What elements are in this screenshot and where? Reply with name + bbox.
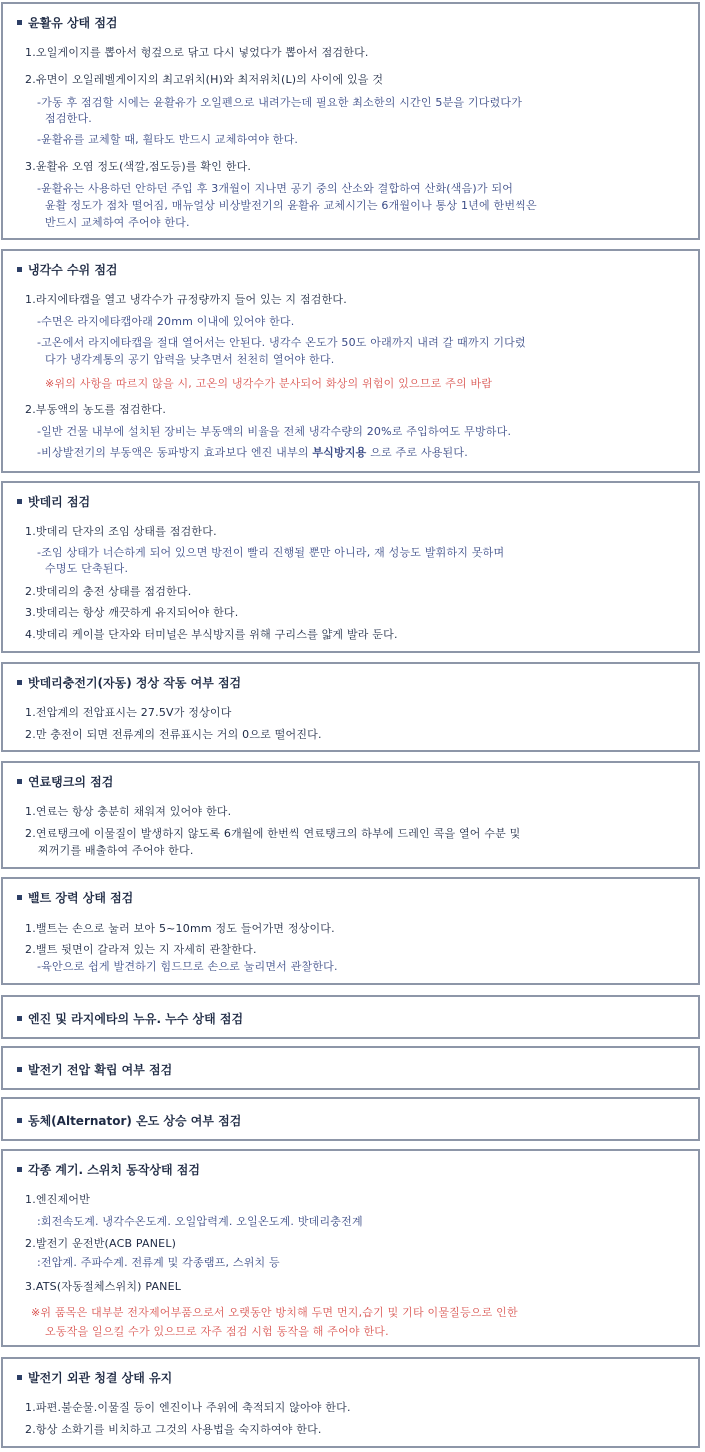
sub-item-line: -비상발전기의 부동액은 동파방지 효과보다 엔진 내부의 부식방지용 으로 주로 사용된다. [37, 446, 468, 459]
section-title: 냉각수 수위 점검 [17, 261, 118, 278]
sub-item-line: 수명도 단축된다. [45, 562, 129, 575]
section-title: 발전기 전압 확립 여부 점검 [17, 1061, 172, 1078]
sub-item-line: -가동 후 점검할 시에는 윤활유가 오일펜으로 내려가는데 필요한 최소한의 시간인 5분을 기다렸다가 [37, 96, 523, 109]
square-bullet-icon [17, 1118, 22, 1123]
section-title: 밸트 장력 상태 점검 [17, 889, 133, 906]
item-line: 1.라지에타캡을 열고 냉각수가 규정량까지 들어 있는 지 점검한다. [25, 293, 347, 306]
section-fuel-tank [1, 761, 700, 869]
sub-item-line: 점검한다. [45, 112, 93, 125]
sub-item-line: :회전속도계. 냉각수온도계. 오일압력계. 오일온도계. 밧데리충전계 [37, 1215, 363, 1228]
section-title: 밧데리충전기(자동) 정상 작동 여부 점검 [17, 674, 241, 691]
sub-item-line: :전압계. 주파수계. 전류계 및 각종램프, 스위치 등 [37, 1256, 280, 1269]
square-bullet-icon [17, 1375, 22, 1380]
item-line: 3.윤활유 오염 정도(색깔,점도등)를 확인 한다. [25, 160, 252, 173]
section-gauges-switches [1, 1149, 700, 1347]
warning-note: ※위 품목은 대부분 전자제어부품으로서 오랫동안 방치해 두면 먼지,습기 및 기타 이물질등으로 인한 [31, 1306, 518, 1319]
sub-item-line: -조임 상태가 너슨하게 되어 있으면 방전이 빨리 진행될 뿐만 아니라, 재 성능도 발휘하지 못하며 [37, 546, 505, 559]
item-line: 1.엔진제어반 [25, 1193, 91, 1206]
square-bullet-icon [17, 499, 22, 504]
square-bullet-icon [17, 1016, 22, 1021]
square-bullet-icon [17, 895, 22, 900]
item-line: 3.밧데리는 항상 깨끗하게 유지되어야 한다. [25, 606, 239, 619]
section-lubricant [1, 2, 700, 240]
section-title: 연료탱크의 점검 [17, 773, 113, 790]
square-bullet-icon [17, 1167, 22, 1172]
sub-item-line: 윤활 정도가 점차 떨어짐, 매뉴얼상 비상발전기의 윤활유 교체시기는 6개월이나 통상 1년에 한번씩은 [45, 199, 537, 212]
item-line: 2.밸트 뒷면이 갈라져 있는 지 자세히 관찰한다. [25, 943, 257, 956]
section-battery [1, 481, 700, 653]
sub-item-line: -윤활유는 사용하던 안하던 주입 후 3개월이 지나면 공기 중의 산소와 결합하여 산화(색음)가 되어 [37, 182, 514, 195]
section-leak-check [1, 995, 700, 1039]
item-line: 2.부동액의 농도를 점검한다. [25, 403, 167, 416]
item-line: 2.유면이 오일레벨게이지의 최고위치(H)와 최저위치(L)의 사이에 있을 것 [25, 73, 384, 86]
section-title: 윤활유 상태 점검 [17, 14, 118, 31]
warning-note: ※위의 사항을 따르지 않을 시, 고온의 냉각수가 분사되어 화상의 위험이 있으므로 주의 바람 [45, 377, 493, 390]
item-line: 1.전압계의 전압표시는 27.5V가 정상이다 [25, 706, 232, 719]
section-title: 발전기 외관 청결 상태 유지 [17, 1369, 172, 1386]
sub-item-line: -고온에서 라지에타캡을 절대 열어서는 안된다. 냉각수 온도가 50도 아래까지 내려 갈 때까지 기다렸 [37, 336, 526, 349]
section-title: 엔진 및 라지에타의 누유. 누수 상태 점검 [17, 1010, 243, 1027]
item-line: 2.만 충전이 되면 전류계의 전류표시는 거의 0으로 떨어진다. [25, 728, 322, 741]
sub-item-line: 다가 냉각계통의 공기 압력을 낮추면서 천천히 열어야 한다. [45, 353, 335, 366]
sub-item-line: -육안으로 쉽게 발견하기 힘드므로 손으로 눌리면서 관찰한다. [37, 960, 338, 973]
emphasis-text: 부식방지용 [312, 446, 367, 459]
section-battery-charger [1, 662, 700, 752]
item-line: 2.밧데리의 충전 상태를 점검한다. [25, 585, 192, 598]
item-line: 1.파편.불순물.이물질 등이 엔진이나 주위에 축적되지 않아야 한다. [25, 1401, 351, 1414]
square-bullet-icon [17, 1067, 22, 1072]
section-exterior-cleanliness [1, 1357, 700, 1448]
sub-item-line: -수면은 라지에타캡아래 20mm 이내에 있어야 한다. [37, 315, 295, 328]
warning-note: 오동작을 일으킬 수가 있으므로 자주 점검 시험 동작을 해 주어야 한다. [45, 1325, 389, 1338]
item-line-continued: 찌꺼기를 배출하여 주어야 한다. [38, 844, 194, 857]
sub-item-line: -일반 건물 내부에 설치된 장비는 부동액의 비율을 전체 냉각수량의 20%로 주입하여도 무방하다. [37, 425, 512, 438]
section-belt [1, 877, 700, 985]
item-line: 1.밧데리 단자의 조임 상태를 점검한다. [25, 525, 217, 538]
item-line: 4.밧데리 케이블 단자와 터미널은 부식방지를 위해 구리스를 얇게 발라 둔다. [25, 628, 398, 641]
item-line: 3.ATS(자동절체스위치) PANEL [25, 1280, 182, 1293]
square-bullet-icon [17, 267, 22, 272]
square-bullet-icon [17, 20, 22, 25]
square-bullet-icon [17, 779, 22, 784]
item-line: 1.연료는 항상 충분히 채워져 있어야 한다. [25, 805, 232, 818]
sub-item-line: 반드시 교체하여 주어야 한다. [45, 216, 190, 229]
item-line: 1.오일게이지를 뽑아서 헝겊으로 닦고 다시 넣었다가 뽑아서 점검한다. [25, 46, 369, 59]
section-voltage-check [1, 1046, 700, 1090]
section-title: 밧데리 점검 [17, 493, 90, 510]
sub-item-line: -윤활유를 교체할 때, 휠타도 반드시 교체하여야 한다. [37, 133, 299, 146]
section-coolant [1, 249, 700, 473]
item-line: 2.발전기 운전반(ACB PANEL) [25, 1237, 177, 1250]
item-line: 1.밸트는 손으로 눌러 보아 5~10mm 정도 들어가면 정상이다. [25, 922, 335, 935]
section-alternator-temp [1, 1097, 700, 1141]
item-line: 2.항상 소화기를 비치하고 그것의 사용법을 숙지하여야 한다. [25, 1423, 322, 1436]
section-title: 각종 계기. 스위치 동작상태 점검 [17, 1161, 200, 1178]
item-line: 2.연료탱크에 이물질이 발생하지 않도록 6개월에 한번씩 연료탱크의 하부에 드레인 콕을 열어 수분 및 [25, 827, 521, 840]
section-title: 동체(Alternator) 온도 상승 여부 점검 [17, 1112, 241, 1129]
square-bullet-icon [17, 680, 22, 685]
